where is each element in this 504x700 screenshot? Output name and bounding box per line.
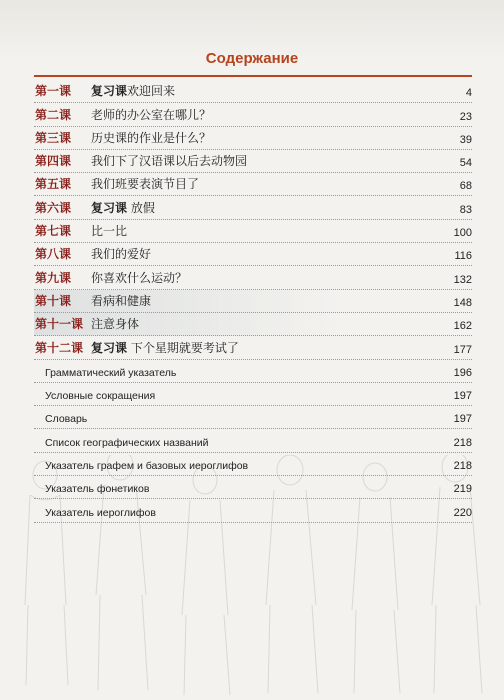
lesson-number: 第五课 — [35, 177, 72, 192]
page-number: 100 — [453, 227, 472, 240]
table-of-contents — [34, 80, 472, 523]
lesson-title: 复习课 下个星期就要考试了 — [91, 340, 239, 355]
toc-row-lesson-11[interactable] — [34, 313, 472, 336]
page-number: 68 — [459, 180, 472, 193]
toc-row-lesson-1[interactable] — [34, 80, 472, 103]
toc-row-phonetics-index[interactable] — [34, 476, 472, 499]
page-number: 116 — [454, 250, 472, 263]
appendix-title: Указатель иероглифов — [45, 506, 156, 519]
toc-row-lesson-8[interactable] — [34, 243, 472, 266]
lesson-number: 第一课 — [35, 84, 72, 99]
appendix-title: Условные сокращения — [45, 390, 156, 403]
toc-row-lesson-7[interactable] — [34, 220, 472, 243]
page-number: 148 — [453, 296, 472, 309]
lesson-title: 我们的爱好 — [91, 247, 152, 262]
page-number: 197 — [453, 413, 472, 426]
title-divider — [34, 75, 472, 77]
appendix-title: Список географических названий — [45, 436, 209, 449]
page-number: 177 — [453, 343, 472, 356]
page-number: 54 — [459, 157, 472, 170]
appendix-title: Грамматический указатель — [45, 366, 177, 379]
page-number: 4 — [465, 87, 472, 100]
toc-row-graphemes-index[interactable] — [34, 453, 472, 476]
toc-row-dictionary[interactable] — [34, 406, 472, 429]
appendix-title: Указатель графем и базовых иероглифов — [45, 460, 249, 473]
lesson-number: 第十二课 — [35, 340, 84, 355]
lesson-number: 第四课 — [35, 154, 72, 169]
toc-row-lesson-4[interactable] — [34, 150, 472, 173]
page-title: Содержание — [205, 50, 299, 67]
lesson-number: 第九课 — [35, 270, 72, 285]
lesson-number: 第十一课 — [35, 317, 84, 332]
lesson-number: 第六课 — [35, 200, 72, 215]
toc-row-lesson-9[interactable] — [34, 266, 472, 289]
page-number: 162 — [453, 320, 472, 333]
lesson-title: 复习课 放假 — [91, 200, 155, 215]
toc-row-grammar-index[interactable] — [34, 360, 472, 383]
lesson-title: 比一比 — [91, 224, 128, 239]
page-number: 197 — [453, 390, 472, 403]
toc-row-lesson-6[interactable] — [34, 196, 472, 219]
toc-row-lesson-3[interactable] — [34, 127, 472, 150]
toc-row-lesson-5[interactable] — [34, 173, 472, 196]
page-number: 23 — [459, 110, 472, 123]
page-number: 39 — [459, 133, 472, 146]
appendix-title: Указатель фонетиков — [45, 483, 150, 496]
page-number: 218 — [453, 460, 472, 473]
appendix-title: Словарь — [45, 413, 88, 426]
lesson-title: 我们班要表演节目了 — [91, 177, 200, 192]
page-number: 196 — [453, 366, 472, 379]
lesson-title: 看病和健康 — [91, 293, 152, 308]
lesson-number: 第二课 — [35, 107, 72, 122]
toc-row-lesson-2[interactable] — [34, 103, 472, 126]
page-number: 220 — [453, 506, 472, 519]
lesson-title: 你喜欢什么运动？ — [91, 270, 188, 285]
toc-row-lesson-12[interactable] — [34, 336, 472, 359]
lesson-title: 我们下了汉语课以后去动物园 — [91, 154, 248, 169]
page-number: 132 — [453, 273, 472, 286]
lesson-title: 复习课欢迎回来 — [91, 84, 176, 99]
toc-row-hieroglyphs-index[interactable] — [34, 499, 472, 522]
toc-row-lesson-10[interactable] — [34, 290, 472, 313]
lesson-number: 第三课 — [35, 130, 72, 145]
toc-row-abbreviations[interactable] — [34, 383, 472, 406]
lesson-number: 第八课 — [35, 247, 72, 262]
lesson-title: 历史课的作业是什么？ — [91, 130, 212, 145]
lesson-number: 第十课 — [35, 293, 72, 308]
lesson-title: 注意身体 — [91, 317, 140, 332]
page-number: 218 — [453, 436, 472, 449]
page-number: 83 — [459, 203, 472, 216]
page-number: 219 — [453, 483, 472, 496]
lesson-number: 第七课 — [35, 224, 72, 239]
toc-row-geographic-names[interactable] — [34, 429, 472, 452]
lesson-title: 老师的办公室在哪儿？ — [91, 107, 212, 122]
